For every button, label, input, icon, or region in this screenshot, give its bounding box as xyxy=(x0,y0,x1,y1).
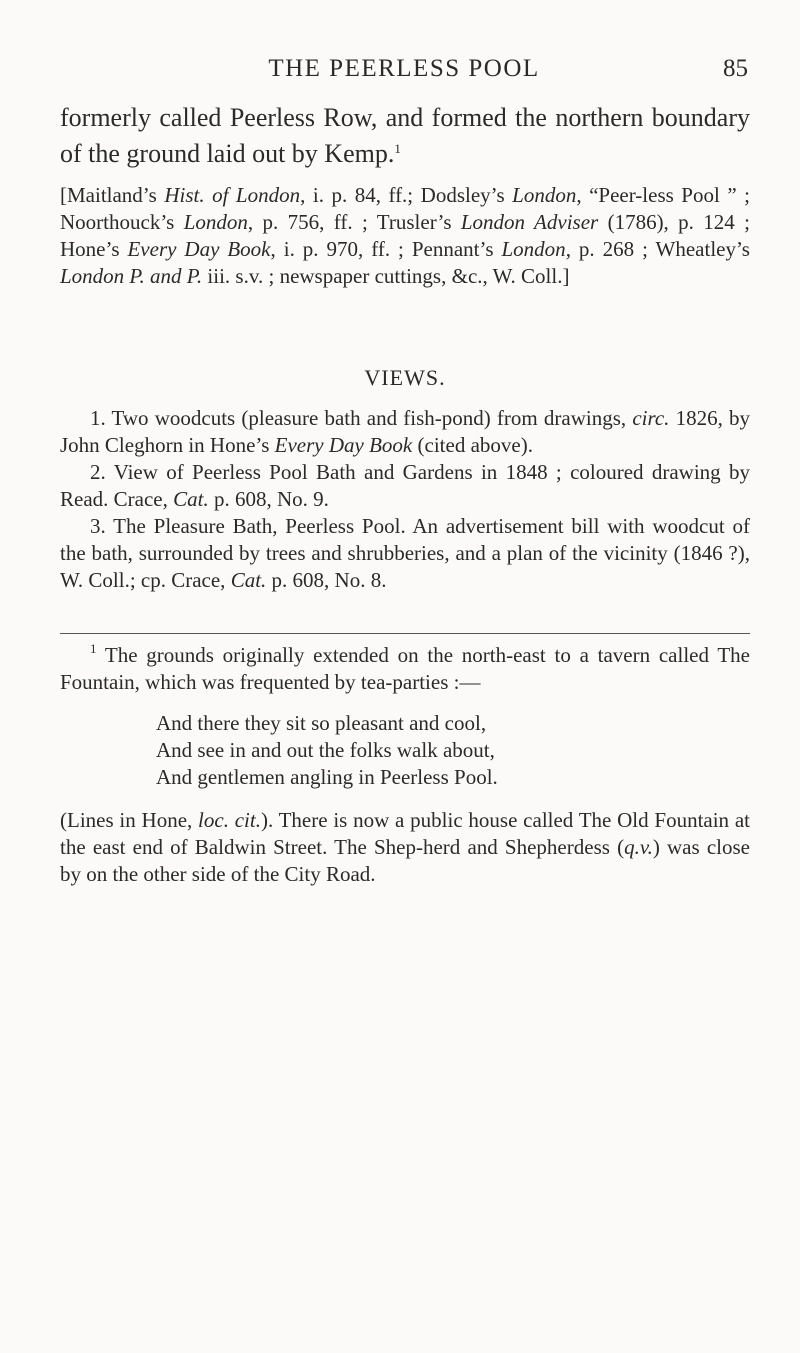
lead-paragraph xyxy=(60,100,750,172)
sources-title: Hist. of London xyxy=(164,183,301,207)
footnote-continuation xyxy=(60,807,750,888)
list-item xyxy=(60,513,750,594)
sources-title: Every Day Book xyxy=(127,237,271,261)
footnote-text: ). There is now a public house called The Old Fountain at the east end of Baldwin Street. The Shep-herd and Shepherdess ( xyxy=(60,808,750,859)
sources-title: London Adviser xyxy=(460,210,599,234)
item-text: 1. Two woodcuts (pleasure bath and fish-pond) from drawings, xyxy=(90,406,633,430)
item-italic: Cat. xyxy=(173,487,209,511)
footnote-marker: 1 xyxy=(90,641,97,656)
sources-text: , i. p. 970, ff. ; Pennant’s xyxy=(270,237,502,261)
item-text: 2. View of Peerless Pool Bath and Gardens in 1848 ; coloured drawing by Read. Crace, xyxy=(60,460,750,511)
item-italic: Cat. xyxy=(230,568,267,592)
views-list xyxy=(60,405,750,594)
sources-text: iii. s.v. ; newspaper cuttings, &c., W. Coll.] xyxy=(202,264,570,288)
list-item xyxy=(60,459,750,513)
footnote-text: The grounds originally extended on the north-east to a tavern called The Fountain, which was frequented by tea-parties :— xyxy=(60,643,750,694)
lead-text: formerly called Peerless Row, and formed the northern boundary of the ground laid out by Kemp. xyxy=(60,103,750,168)
item-italic: circ. xyxy=(632,406,670,430)
footnote xyxy=(60,642,750,888)
footnote-text: (Lines in Hone, xyxy=(60,808,199,832)
page-header xyxy=(60,52,748,88)
footnote-divider xyxy=(60,633,750,634)
sources-title: London xyxy=(183,210,248,234)
item-text: 1826, by John Cleghorn in Hone’s xyxy=(60,406,751,457)
item-text: (cited above). xyxy=(412,433,533,457)
sources-text: [Maitland’s xyxy=(60,183,165,207)
footnote-reference: 1 xyxy=(394,141,401,156)
poem-line: And see in and out the folks walk about, xyxy=(156,738,495,762)
page-number: 85 xyxy=(723,55,748,82)
item-text: p. 608, No. 8. xyxy=(266,568,387,592)
footnote-text: ) was close by on the other side of the City Road. xyxy=(60,835,750,886)
sources-title: London xyxy=(512,183,577,207)
views-heading: VIEWS. xyxy=(364,365,446,390)
item-text: 3. The Pleasure Bath, Peerless Pool. An advertisement bill with woodcut of the bath, surrounded by trees and shrubberies, and a plan of the vicinity (1846 ?), W. Coll.; cp. Crace, xyxy=(60,514,750,592)
poem-line: And there they sit so pleasant and cool, xyxy=(156,711,487,735)
poem-line: And gentlemen angling in Peerless Pool. xyxy=(156,765,498,789)
sources-text: (1786), p. 124 ; Hone’s xyxy=(60,210,751,261)
sources-title: London P. and P. xyxy=(60,264,203,288)
sources-text: , i. p. 84, ff.; Dodsley’s xyxy=(300,183,513,207)
sources-text: , p. 268 ; Wheatley’s xyxy=(565,237,750,261)
sources-text: , p. 756, ff. ; Trusler’s xyxy=(247,210,461,234)
footnote-italic: loc. cit. xyxy=(198,808,261,832)
sources-paragraph xyxy=(60,182,750,290)
list-item xyxy=(60,405,750,459)
sources-title: London xyxy=(501,237,566,261)
sources-text: , “Peer-less Pool ” ; Noorthouck’s xyxy=(60,183,750,234)
footnote-italic: q.v. xyxy=(624,835,653,859)
item-text: p. 608, No. 9. xyxy=(208,487,329,511)
item-italic: Every Day Book xyxy=(274,433,413,457)
poem xyxy=(156,710,750,791)
running-title: THE PEERLESS POOL xyxy=(268,55,540,82)
